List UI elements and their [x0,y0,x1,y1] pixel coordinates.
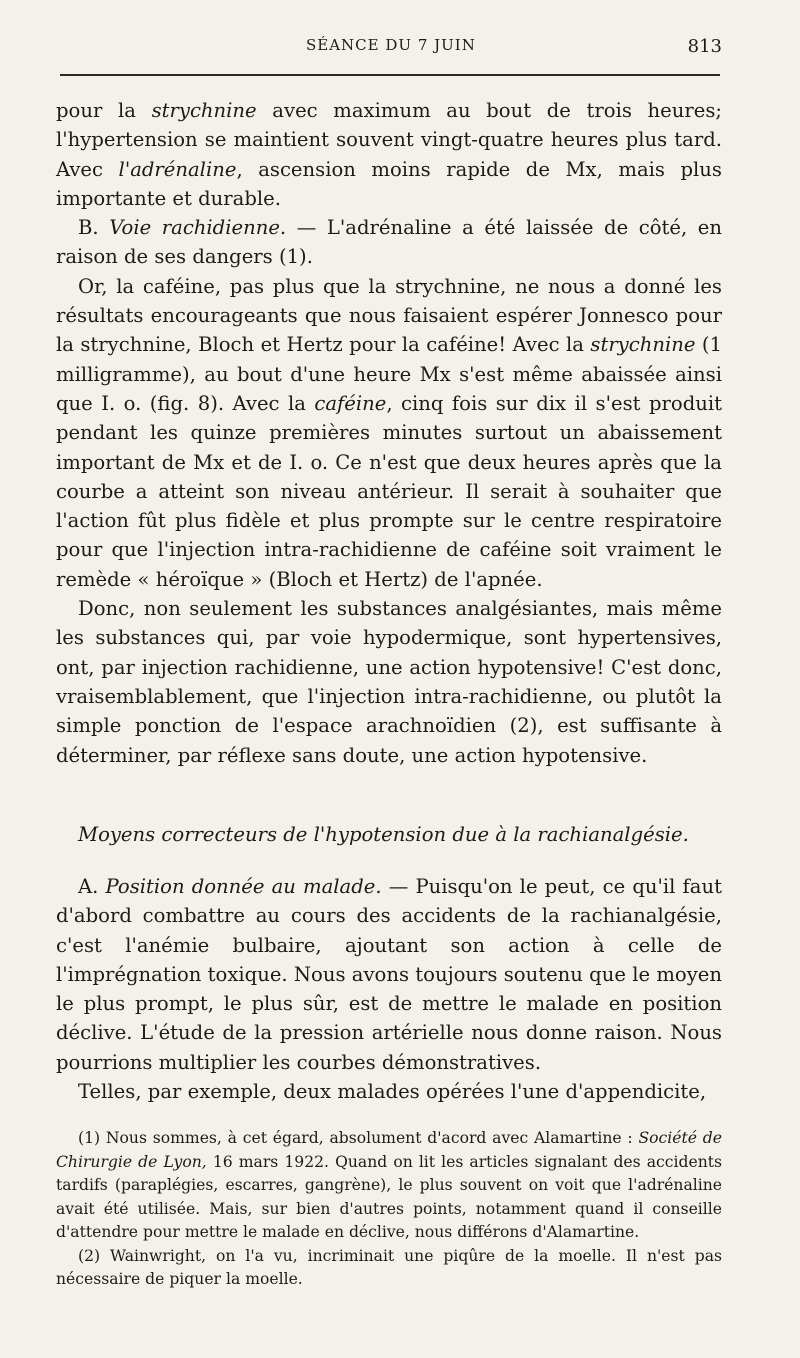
text-run: (1 milligramme), au bout d'une heure Mx s'est même abaissée ainsi que I. o. (fig. 8). Avec la [56,333,722,415]
paragraph [56,96,722,213]
section-heading: Moyens correcteurs de l'hypotension due à la rachianalgésie. [78,823,689,846]
italic-run: Voie rachidienne. [109,216,287,240]
text-run: pour la [56,99,152,122]
page-header [56,36,722,60]
text-run: avec maximum au bout de trois heures; l'hypertension se maintient souvent vingt-quatre heures plus tard. Avec [56,99,723,181]
text-run: , cinq fois sur dix il s'est produit pendant les quinze premières minutes surtout un abaissement important de Mx et de I. o. Ce n'est que deux heures après que la courbe a atteint son niveau antérieur. Il serait à souhaiter que l'action fût plus fidèle et plus prompte sur le centre respiratoire pour que l'injection intra-rachidienne de caféine soit vraiment le remède « héroïque » (Bloch et Hertz) de l'apnée. [56,391,722,591]
text-run: (1) Nous sommes, à cet égard, absolument d'acord avec Alamartine : [78,1129,639,1147]
text-run: Telles, par exemple, deux malades opérées l'une d'appendicite, [78,1080,707,1104]
paragraph [56,272,722,594]
italic-run: strychnine [590,333,696,357]
italic-run: caféine [314,391,387,415]
text-run: 16 mars 1922. Quand on lit les articles signalant des accidents tardifs (paraplégies, escarres, gangrène), le plus souvent on voit que l'adrénaline avait été utilisée. Mais, sur bien d'autres points, notamment quand il conseille d'attendre pour mettre le malade en déclive, nous différons d'Alamartine. [56,1152,723,1241]
paragraph [56,872,722,1077]
paragraph [56,1077,722,1106]
footnotes [56,1127,722,1292]
text-run: Donc, non seulement les substances analgésiantes, mais même les substances qui, par voie hypodermique, sont hypertensives, ont, par injection rachidienne, une action hypotensive! C'est donc, vraisemblablement, que l'injection intra-rachidienne, ou plutôt la simple ponction de l'espace arachnoïdien (2), est suffisante à déterminer, par réflexe sans doute, une action hypotensive. [56,597,722,767]
italic-run: Position donnée au malade. [105,875,382,898]
footnote [56,1127,722,1245]
page-number: 813 [687,36,722,57]
italic-run: l'adrénaline [118,157,237,181]
text-run: , ascension moins rapide de Mx, mais plus importante et durable. [56,157,722,210]
text-run: A. [78,875,106,898]
footnote [56,1245,722,1292]
text-run: — Puisqu'on le peut, ce qu'il faut d'abord combattre au cours des accidents de la rachianalgésie, c'est l'anémie bulbaire, ajoutant son action à celle de l'imprégnation toxique. Nous avons toujours soutenu que le moyen le plus prompt, le plus sûr, est de mettre le malade en position déclive. L'étude de la pression artérielle nous donne raison. Nous pourrions multiplier les courbes démonstratives. [56,875,722,1074]
paragraph [56,213,722,272]
header-rule [60,74,720,76]
text-run: — L'adrénaline a été laissée de côté, en raison de ses dangers (1). [56,216,722,269]
italic-run: Société de Chirurgie de Lyon, [56,1129,722,1171]
section-body [56,872,722,1106]
paragraph [56,594,722,770]
italic-run: strychnine [151,99,257,122]
text-run: (2) Wainwright, on l'a vu, incriminait une piqûre de la moelle. Il n'est pas nécessaire de piquer la moelle. [56,1246,722,1288]
text-run: B. [78,216,110,240]
body-text [56,96,722,770]
running-title: SÉANCE DU 7 JUIN [306,36,476,54]
text-run: Or, la caféine, pas plus que la strychnine, ne nous a donné les résultats encourageants que nous faisaient espérer Jonnesco pour la strychnine, Bloch et Hertz pour la caféine! Avec la [56,274,722,357]
